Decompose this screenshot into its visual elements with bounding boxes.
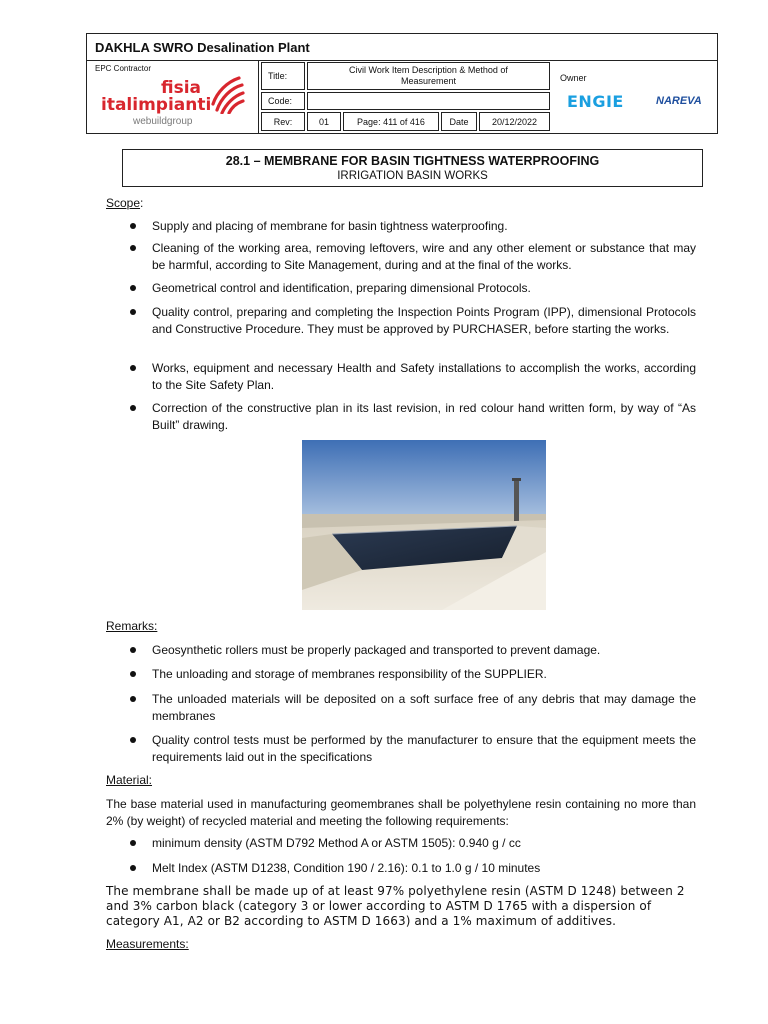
date-value: 20/12/2022	[491, 116, 538, 127]
bullet-icon	[130, 647, 136, 653]
bullet-icon	[130, 309, 136, 315]
remark-item: The unloaded materials will be deposited on a soft surface free of any debris that may damage the membranes	[152, 692, 696, 723]
measurements-heading: Measurements:	[106, 937, 189, 951]
date-value-cell	[479, 112, 550, 131]
remarks-heading: Remarks:	[106, 619, 158, 633]
bullet-icon	[130, 696, 136, 702]
bullet-icon	[130, 865, 136, 871]
basin-membrane-photo	[302, 440, 546, 610]
scope-item: Quality control, preparing and completing the Inspection Points Program (IPP), dimensional Protocols and Constructive Procedure. They must be approved by PURCHASER, before starting the works.	[152, 305, 696, 336]
bullet-icon	[130, 671, 136, 677]
scope-item: Geometrical control and identification, preparing dimensional Protocols.	[152, 281, 531, 295]
basin-photo-illustration	[302, 440, 546, 610]
rev-label-cell	[261, 112, 305, 131]
epc-label: EPC Contractor	[95, 64, 152, 73]
rev-label: Rev:	[273, 116, 293, 127]
scope-item: Cleaning of the working area, removing leftovers, wire and any other element or substance that may be harmful, according to Site Management, during and at the final of the works.	[152, 241, 696, 272]
owner-label: Owner	[560, 73, 587, 83]
bullet-icon	[130, 285, 136, 291]
remark-item: Geosynthetic rollers must be properly packaged and transported to prevent damage.	[152, 643, 601, 657]
measurements-heading-line	[106, 936, 696, 952]
scope-item: Works, equipment and necessary Health and Safety installations to accomplish the works, according to the Site Safety Plan.	[152, 361, 696, 392]
scope-heading: Scope	[106, 196, 141, 210]
logo-text-webuild: webuildgroup	[133, 116, 193, 127]
section-title: 28.1 – MEMBRANE FOR BASIN TIGHTNESS WATERPROOFING	[225, 154, 600, 168]
material-item: Melt Index (ASTM D1238, Condition 190 / 2.16): 0.1 to 1.0 g / 10 minutes	[152, 861, 541, 875]
remark-item: The unloading and storage of membranes responsibility of the SUPPLIER.	[152, 667, 547, 681]
code-label: Code:	[268, 96, 293, 106]
material-heading: Material:	[106, 773, 153, 787]
bullet-icon	[130, 405, 136, 411]
material-intro: The base material used in manufacturing geomembranes shall be polyethylene resin containing no more than 2% (by weight) of recycled material and meeting the following requirements:	[106, 797, 696, 828]
material-closing: The membrane shall be made up of at least 97% polyethylene resin (ASTM D 1248) between 2 and 3% carbon black (category 3 or lower according to ASTM D 1765 with a dispersion of category A1, A2 or B2 according to ASTM D 1663) and a 1% maximum of additives.	[106, 884, 685, 928]
section-subtitle: IRRIGATION BASIN WORKS	[337, 170, 488, 182]
logo-text-italimpianti: italimpianti	[101, 95, 212, 115]
material-heading-line	[106, 772, 696, 788]
remarks-heading-line	[106, 618, 696, 634]
title-value: Civil Work Item Description & Method of Measurement	[349, 65, 508, 86]
bullet-icon	[130, 223, 136, 229]
date-label: Date	[449, 116, 469, 127]
bullet-icon	[130, 245, 136, 251]
fisia-swoosh-icon	[207, 74, 245, 114]
bullet-icon	[130, 737, 136, 743]
rev-value-cell	[307, 112, 341, 131]
page-cell	[343, 112, 439, 131]
title-value-cell	[307, 62, 550, 90]
remark-item: Quality control tests must be performed by the manufacturer to ensure that the equipment meets the requirements laid out in the specifications	[152, 733, 696, 764]
bullet-icon	[130, 840, 136, 846]
scope-heading-colon: :	[140, 196, 144, 210]
date-label-cell	[441, 112, 477, 131]
bullet-icon	[130, 365, 136, 371]
rev-value: 01	[318, 116, 329, 127]
fisia-italimpianti-logo	[101, 74, 251, 130]
project-title: DAKHLA SWRO Desalination Plant	[87, 34, 717, 61]
scope-item: Supply and placing of membrane for basin tightness waterproofing.	[152, 219, 508, 233]
scope-item: Correction of the constructive plan in its last revision, in red colour hand written form, by way of “As Built” drawing.	[152, 401, 696, 432]
code-label-cell	[261, 92, 305, 110]
page-value: Page: 411 of 416	[357, 116, 425, 127]
scope-heading-line	[106, 195, 696, 211]
engie-logo: ENGIE	[567, 92, 624, 111]
code-value-cell	[307, 92, 550, 110]
section-title-box	[122, 149, 703, 187]
title-label-cell	[261, 62, 305, 90]
logo-text-fisia: fisia	[161, 78, 202, 98]
contractor-cell	[87, 61, 259, 133]
material-item: minimum density (ASTM D792 Method A or ASTM 1505): 0.940 g / cc	[152, 836, 521, 850]
title-label: Title:	[268, 71, 288, 81]
nareva-logo: NAREVA	[656, 95, 702, 107]
